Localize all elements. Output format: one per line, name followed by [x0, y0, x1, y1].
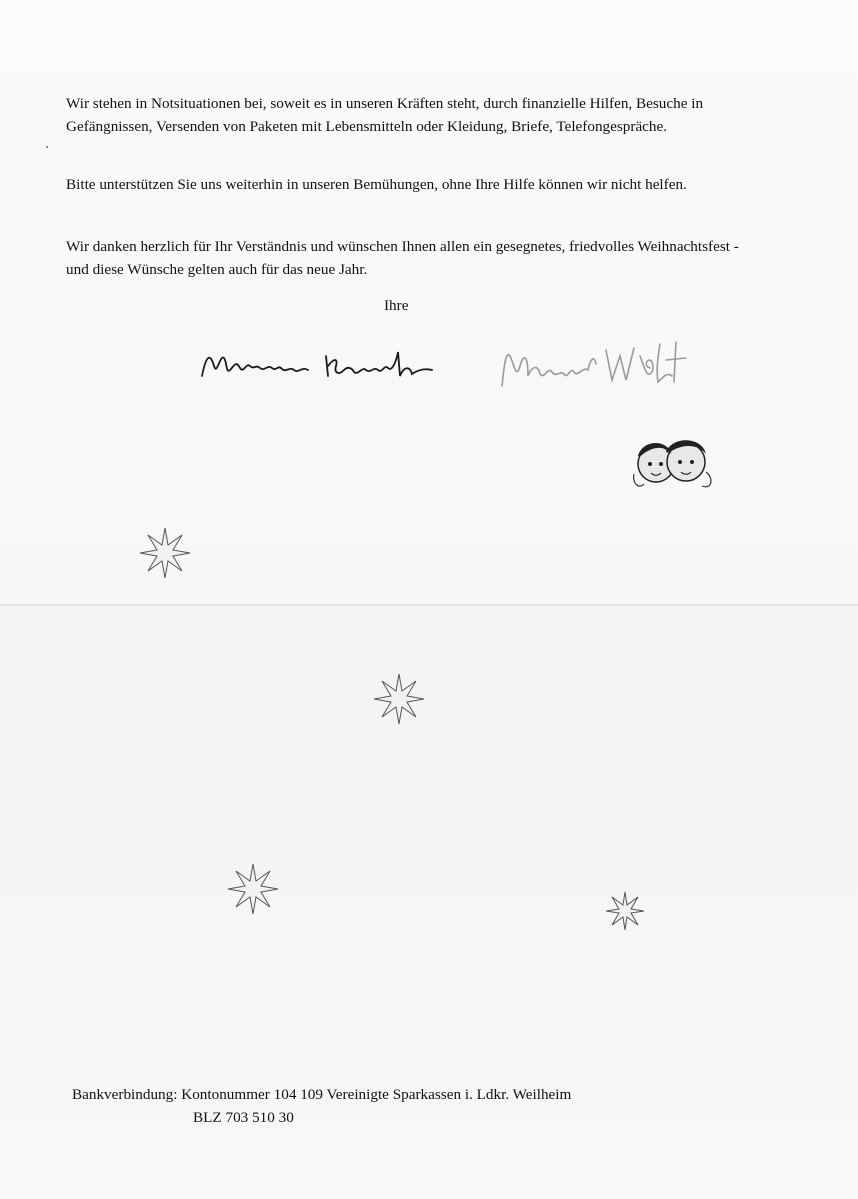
star-4-icon: [604, 890, 646, 932]
bank-details: [72, 1083, 571, 1129]
closing-word: Ihre: [384, 297, 409, 314]
margin-mark: [46, 146, 48, 148]
paragraph-thanks: Wir danken herzlich für Ihr Verständnis und wünschen Ihnen allen ein gesegnetes, friedvolles Weihnachtsfest - und diese Wünsche gelten auch für das neue Jahr.: [66, 238, 739, 278]
paragraph-request: Bitte unterstützen Sie uns weiterhin in unseren Bemühungen, ohne Ihre Hilfe können wir nicht helfen.: [66, 176, 687, 193]
signature-2-icon: [494, 336, 694, 396]
signature-1-icon: [198, 336, 448, 386]
star-2-icon: [372, 672, 426, 726]
cherubs-illustration-icon: [630, 434, 716, 494]
bank-account-line: Bankverbindung: Kontonummer 104 109 Vereinigte Sparkassen i. Ldkr. Weilheim: [72, 1086, 572, 1103]
bank-code-line: BLZ 703 510 30: [193, 1109, 294, 1126]
paper-fold-line: [0, 604, 858, 606]
star-3-icon: [226, 862, 280, 916]
star-1-icon: [138, 526, 192, 580]
paragraph-support: Wir stehen in Notsituationen bei, soweit es in unseren Kräften steht, durch finanzielle Hilfen, Besuche in Gefängnissen, Versenden von Paketen mit Lebensmitteln oder Kleidung, Briefe, Telefongespräche.: [66, 95, 704, 135]
